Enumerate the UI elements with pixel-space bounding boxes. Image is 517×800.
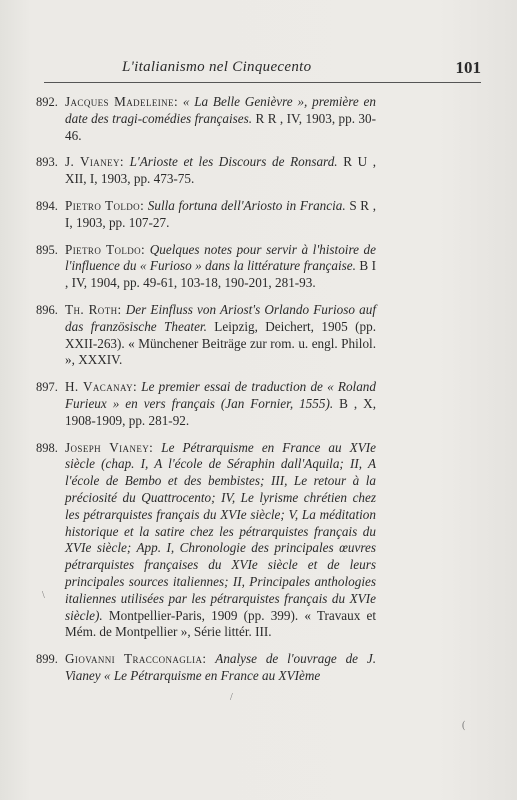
entry-number: 896. [36, 302, 58, 317]
entry-publication: Leipzig, Deichert, 1905 (pp. XXII-263). « Münchener Beiträge zur rom. u. engl. Philol. », XXXIV. [65, 318, 376, 368]
entry-title: Sulla fortuna dell'Ariosto in Francia. [147, 197, 346, 213]
entry-publication: R R , IV, 1903, pp. 30-46. [65, 110, 377, 143]
bibliography-entry [36, 440, 376, 642]
header-rule [44, 82, 481, 83]
entry-title: Le Pétrarquisme en France au XVIe siècle (chap. I, A l'école de Séraphin dall'Aquila; II, A l'école de Bembo et des bembistes; III, Le retour à la préciosité du Quattrocento; IV, Le lyrisme chrétien chez les pétrarquistes français du XVIe siècle; V, La méditation historique et la satire chez les pétrarquistes français du XVIe siècle; App. I, Chronologie des principales œuvres pétrarquistes françaises du XVIe siècle et de leurs principales sources italiennes; II, Principales anthologies italiennes utilisées par les pétrarquistes français du XVIe siècle). [65, 439, 377, 623]
entry-publication: B I , IV, 1904, pp. 49-61, 103-18, 190-201, 281-93. [65, 258, 377, 291]
bibliography-entry [36, 198, 376, 232]
entry-publication: S R , I, 1903, pp. 107-27. [65, 197, 376, 230]
entry-author: Joseph Vianey: [65, 439, 154, 455]
entry-title: L'Arioste et les Discours de Ronsard. [129, 154, 338, 170]
bibliography-list [36, 94, 376, 695]
bibliography-entry [36, 242, 376, 292]
entry-publication: R U , XII, I, 1903, pp. 473-75. [65, 154, 377, 187]
entry-number: 897. [36, 380, 58, 395]
entry-number: 895. [36, 242, 58, 257]
entry-publication: B , X, 1908-1909, pp. 281-92. [65, 395, 377, 428]
entry-number: 898. [36, 440, 58, 455]
bibliography-entry [36, 651, 376, 685]
page-number: 101 [455, 58, 481, 77]
entry-number: 893. [36, 155, 58, 170]
entry-author: H. Vacanay: [65, 379, 138, 395]
bibliography-entry [36, 94, 376, 144]
entry-title: Analyse de l'ouvrage de J. Vianey « Le Pétrarquisme en France au XVIème [65, 651, 376, 683]
entry-publication: Montpellier-Paris, 1909 (pp. 399). « Travaux et Mém. de Montpellier », Série littér. III. [65, 607, 377, 640]
entry-author: Pietro Toldo: [65, 197, 145, 213]
entry-author: Pietro Toldo: [65, 241, 146, 257]
bibliography-entry [36, 154, 376, 188]
entry-author: Jacques Madeleine: [65, 94, 179, 109]
entry-title: Le premier essai de traduction de « Roland Furieux » en vers français (Jan Fornier, 1555). [65, 379, 376, 411]
entry-number: 899. [36, 652, 58, 667]
margin-mark: \ [42, 590, 45, 601]
bibliography-entry [36, 302, 376, 369]
margin-mark: / [230, 692, 233, 703]
margin-mark: ( [462, 720, 466, 731]
entry-author: Th. Roth: [65, 301, 122, 317]
entry-author: J. Vianey: [65, 154, 124, 170]
entry-title: Quelques notes pour servir à l'histoire de l'influence du « Furioso » dans la littérature française. [65, 241, 376, 274]
entry-author: Giovanni Tracconaglia: [65, 651, 207, 667]
entry-number: 892. [36, 95, 58, 109]
entry-number: 894. [36, 198, 58, 213]
entry-title: Der Einfluss von Ariost's Orlando Furioso auf das französische Theater. [65, 301, 376, 334]
running-header [44, 54, 481, 82]
bibliography-entry [36, 379, 376, 429]
entry-title: « La Belle Genièvre », première en date des tragi-comédies françaises. [65, 94, 376, 126]
running-title: L'italianismo nel Cinquecento [122, 59, 312, 75]
